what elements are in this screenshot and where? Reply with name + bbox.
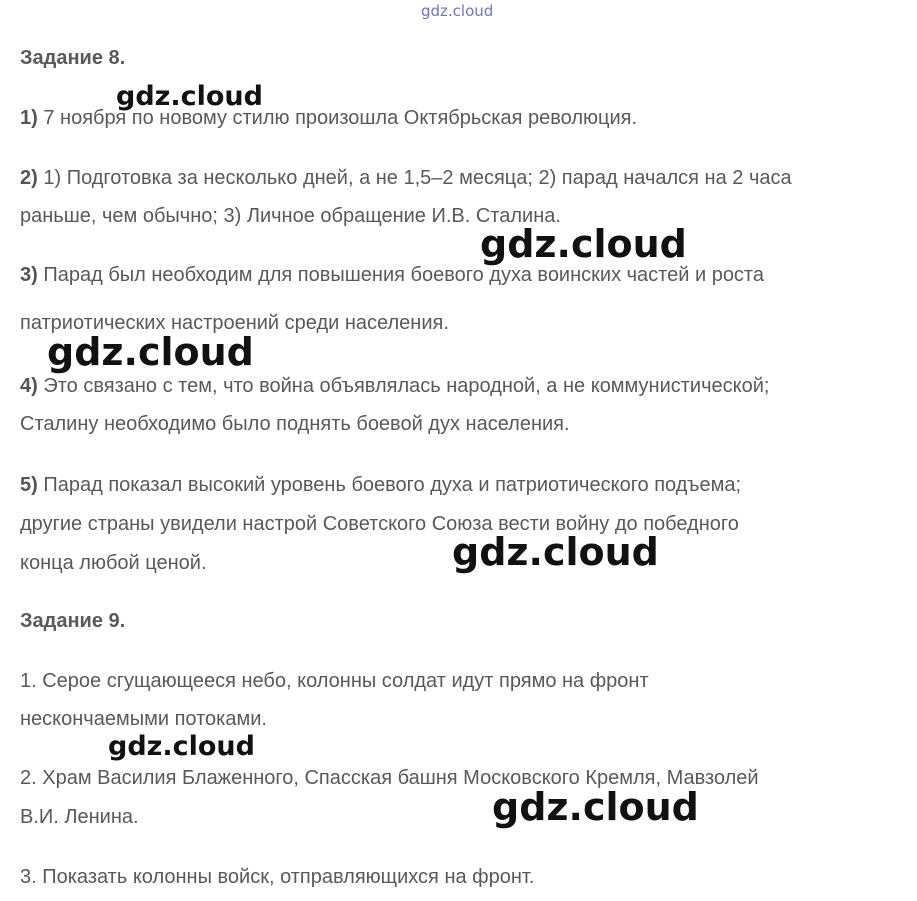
answer-number: 4) [20, 375, 38, 397]
answer-text: Парад показал высокий уровень боевого духа и патриотического подъема; [43, 474, 742, 496]
answer-text-line: В.И. Ленина. [20, 806, 139, 828]
task-8-answer-2 [20, 167, 792, 190]
task-9-answer-1: 1. Серое сгущающееся небо, колонны солдат идут прямо на фронт [20, 670, 649, 692]
answer-text: Это связано с тем, что война объявлялась народной, а не коммунистической; [43, 375, 770, 397]
task-8-answer-1 [20, 107, 637, 130]
answer-number: 5) [20, 474, 38, 496]
watermark: gdz.cloud [116, 81, 263, 112]
answer-number: 1) [20, 107, 38, 129]
task-8-answer-5 [20, 474, 741, 497]
answer-text-line: нескончаемыми потоками. [20, 708, 267, 730]
watermark: gdz.cloud [108, 731, 255, 762]
answer-text-line: Сталину необходимо было поднять боевой дух населения. [20, 413, 570, 435]
answer-text-line: патриотических настроений среди населения. [20, 312, 449, 334]
watermark: gdz.cloud [492, 785, 699, 829]
task-8-answer-4 [20, 375, 769, 398]
task-9-title: Задание 9. [20, 610, 126, 632]
answer-number: 2) [20, 167, 38, 189]
answer-text-line: конца любой ценой. [20, 552, 207, 574]
answer-text: 1) Подготовка за несколько дней, а не 1,5–2 месяца; 2) парад начался на 2 часа [43, 167, 792, 189]
answer-text: 7 ноября по новому стилю произошла Октябрьская революция. [43, 107, 638, 129]
answer-text-line: раньше, чем обычно; 3) Личное обращение И.В. Сталина. [20, 205, 561, 227]
task-8-answer-3 [20, 264, 764, 287]
task-9-answer-2: 2. Храм Василия Блаженного, Спасская башня Московского Кремля, Мавзолей [20, 767, 759, 789]
watermark: gdz.cloud [480, 222, 687, 266]
task-8-title: Задание 8. [20, 47, 126, 69]
watermark: gdz.cloud [47, 330, 254, 374]
answer-number: 3) [20, 264, 38, 286]
answer-text-line: другие страны увидели настрой Советского Союза вести войну до победного [20, 513, 739, 535]
watermark: gdz.cloud [452, 530, 659, 574]
top-watermark: gdz.cloud [421, 2, 494, 20]
task-9-answer-3: 3. Показать колонны войск, отправляющихся на фронт. [20, 866, 535, 888]
answer-text: Парад был необходим для повышения боевого духа воинских частей и роста [43, 264, 764, 286]
